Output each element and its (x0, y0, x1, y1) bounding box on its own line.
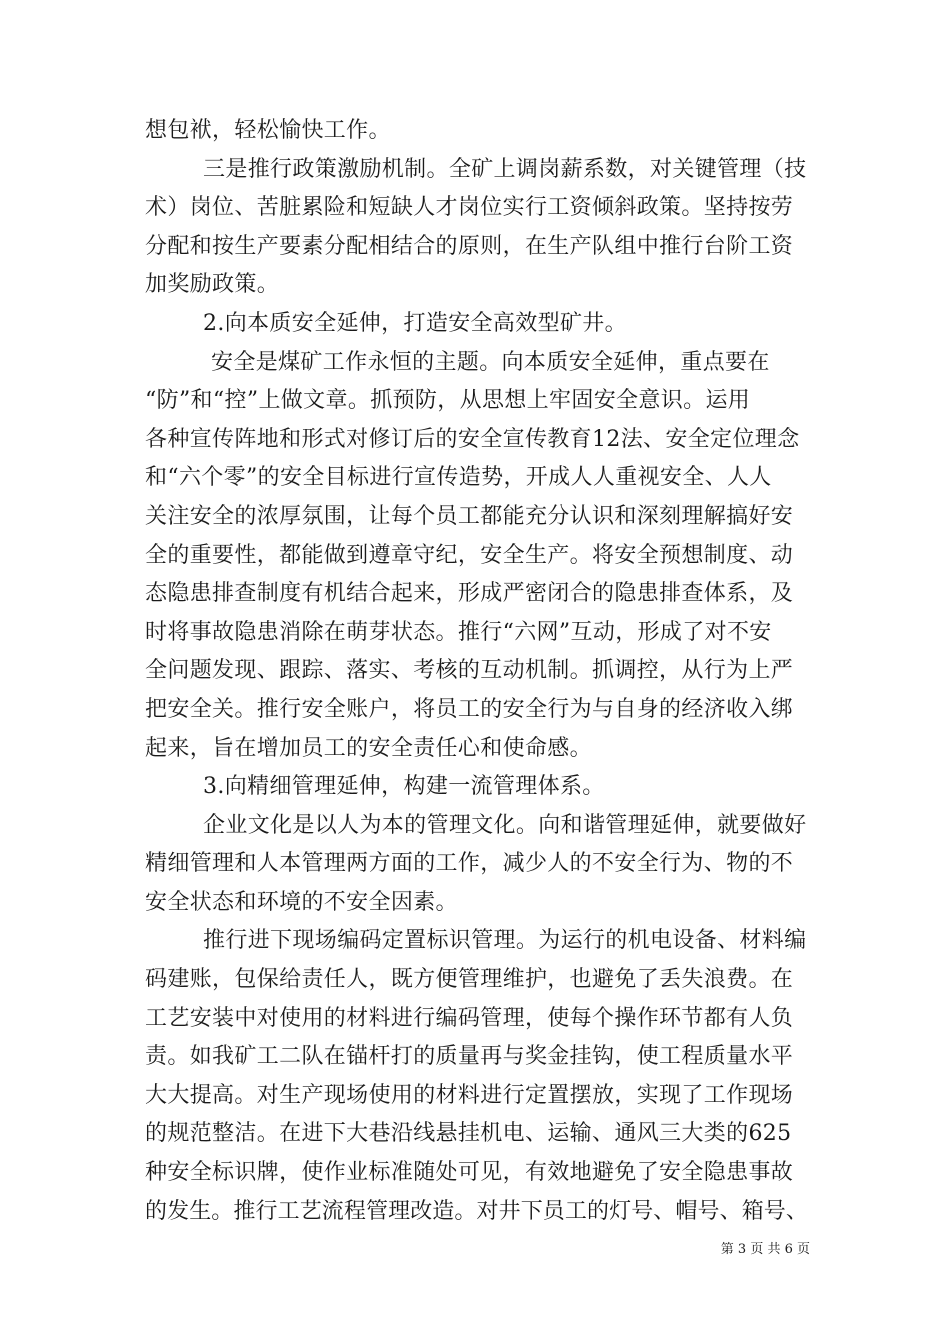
text-line: “防”和“控”上做文章。抓预防，从思想上牢固安全意识。运用 (145, 388, 751, 414)
page-number-footer: 第 3 页 共 6 页 (720, 1242, 810, 1257)
document-body (145, 112, 810, 1231)
text-line: 关注安全的浓厚氛围，让每个员工都能充分认识和深刻理解搞好安 (145, 503, 794, 529)
text-line: 术）岗位、苦脏累险和短缺人才岗位实行工资倾斜政策。坚持按劳 (145, 195, 794, 221)
text-line: 全问题发现、跟踪、落实、考核的互动机制。抓调控，从行为上严 (145, 658, 794, 684)
text-line: 大大提高。对生产现场使用的材料进行定置摆放，实现了工作现场 (145, 1082, 794, 1108)
text-line: 起来，旨在增加员工的安全责任心和使命感。 (145, 735, 593, 761)
text-line: 企业文化是以人为本的管理文化。向和谐管理延伸，就要做好 (203, 812, 807, 838)
text-line: 3.向精细管理延伸，构建一流管理体系。 (203, 774, 605, 800)
text-line: 全的重要性，都能做到遵章守纪，安全生产。将安全预想制度、动 (145, 542, 794, 568)
text-line: 种安全标识牌，使作业标准随处可见，有效地避免了安全隐患事故 (145, 1160, 794, 1186)
text-line: 精细管理和人本管理两方面的工作，减少人的不安全行为、物的不 (145, 851, 794, 877)
text-line: 的发生。推行工艺流程管理改造。对井下员工的灯号、帽号、箱号、 (145, 1198, 809, 1224)
text-line: 加奖励政策。 (145, 272, 280, 298)
text-line: 各种宣传阵地和形式对修订后的安全宣传教育12法、安全定位理念 (145, 426, 800, 452)
text-line: 三是推行政策激励机制。全矿上调岗薪系数，对关键管理（技 (203, 156, 807, 182)
text-line: 码建账，包保给责任人，既方便管理维护，也避免了丢失浪费。在 (145, 967, 794, 993)
text-line: 态隐患排查制度有机结合起来，形成严密闭合的隐患排查体系，及 (145, 581, 794, 607)
text-line: 安全状态和环境的不安全因素。 (145, 889, 458, 915)
text-line: 安全是煤矿工作永恒的主题。向本质安全延伸，重点要在 (211, 349, 770, 375)
text-line: 想包袱，轻松愉快工作。 (145, 118, 391, 143)
text-line: 和“六个零”的安全目标进行宣传造势，开成人人重视安全、人人 (145, 465, 772, 491)
text-line: 推行进下现场编码定置标识管理。为运行的机电设备、材料编 (203, 928, 807, 954)
text-line: 时将事故隐患消除在萌芽状态。推行“六网”互动，形成了对不安 (145, 619, 772, 645)
text-line: 责。如我矿工二队在锚杆打的质量再与奖金挂钩，使工程质量水平 (145, 1044, 794, 1070)
text-line: 工艺安装中对使用的材料进行编码管理，使每个操作环节都有人负 (145, 1005, 794, 1031)
text-line: 2.向本质安全延伸，打造安全高效型矿井。 (203, 310, 627, 336)
text-line: 分配和按生产要素分配相结合的原则，在生产队组中推行台阶工资 (145, 233, 794, 259)
text-line: 的规范整洁。在进下大巷沿线悬挂机电、运输、通风三大类的625 (145, 1121, 792, 1147)
text-line: 把安全关。推行安全账户，将员工的安全行为与自身的经济收入绑 (145, 696, 794, 722)
